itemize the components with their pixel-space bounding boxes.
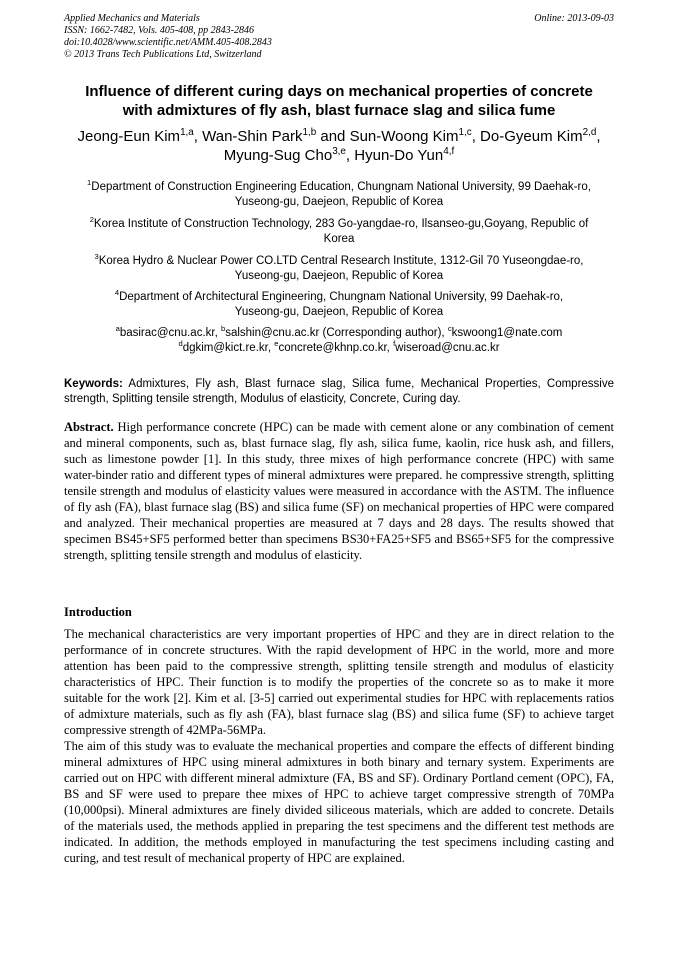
journal-issn: ISSN: 1662-7482, Vols. 405-408, pp 2843-2846 [64,25,254,36]
email-line [64,326,614,341]
author-name: Sun-Woong Kim [349,128,459,145]
abstract-label: Abstract. [64,420,114,434]
author-name: Hyun-Do Yun [354,147,444,164]
affiliation-line [64,180,614,195]
author-name: Myung-Sug Cho [223,147,333,164]
affiliation-text: Korea Institute of Construction Technology, 283 Go-yangdae-ro, Ilsanseo-gu,Goyang, Republic of [93,218,589,230]
abstract-text: High performance concrete (HPC) can be made with cement alone or any combination of cement and mineral components, such as, blast furnace slag, fly ash, silica fume, kaolin, rice husk ash, and fillers, such as limestone powder [1]. In this study, three mixes of high performance concrete (HPC) with same water-binder ratio and different types of mineral admixtures were prepared. he compressive strength, splitting tensile strength and modulus of elasticity values were measured in accordance with the ASTM. The influence of fly ash (FA), blast furnace slag (BS) and silica fume (SF) on mechanical properties of HPC were compared and analyzed. Their mechanical properties are measured at 7 days and 28 days. The results showed that specimen BS45+SF5 performed better than specimens BS30+FA25+SF5 and BS65+SF5 for the compressive strength, splitting tensile strength and modulus of elasticity. [64,420,614,562]
affiliation-line: Yuseong-gu, Daejeon, Republic of Korea [234,196,444,208]
affiliation-line: Yuseong-gu, Daejeon, Republic of Korea [234,306,444,318]
email-text: dgkim@kict.re.kr, [182,342,275,354]
title-line: Influence of different curing days on mechanical properties of concrete [85,83,593,100]
affiliation-number: 3 [94,252,99,262]
author-affil-mark: 1,a [180,127,194,138]
affiliation-text: Department of Architectural Engineering, Chungnam National University, 99 Daehak-ro, [119,291,564,303]
online-date: Online: 2013-09-03 [534,13,614,24]
author-name: Do-Gyeum Kim [480,128,583,145]
abstract [64,419,614,563]
author-affil-mark: 4,f [443,146,455,157]
email-text: wiseroad@cnu.ac.kr [395,342,500,354]
email-mark: b [220,324,226,334]
keywords-label: Keywords: [64,378,123,390]
author-line [64,127,614,146]
affiliation-line: Korea [323,233,355,245]
email-mark: d [178,339,183,349]
author-list [64,127,614,165]
author-affil-mark: 3,e [332,146,346,157]
keywords-text: Admixtures, Fly ash, Blast furnace slag, Silica fume, Mechanical Properties, Compressive strength, Splitting tensile strength, Modulus of elasticity, Concrete, Curing day. [64,378,614,405]
affiliation-line [64,254,614,269]
affiliation [64,290,614,320]
affiliation [64,180,614,210]
email-mark: e [274,339,279,349]
author-name: Jeong-Eun Kim [77,128,181,145]
affiliation-text: Department of Construction Engineering Education, Chungnam National University, 99 Daehak-ro, [91,181,591,193]
intro-paragraph: The mechanical characteristics are very important properties of HPC and they are in direct relation to the performance of in concrete structures. With the rapid development of HPC in the world, more and more attention has been paid to the compressive strength, splitting tensile strength and modulus of elasticity characteristics of HPC. Their function is to modify the properties of the concrete so as to make it more suitable for the work [2]. Kim et al. [3-5] carried out experimental studies for HPC with replacements ratios of admixture materials, such as fly ash (FA), blast furnace slag (BS) and silica fume (SF) to achieve target compressive strength of 42MPa-56MPa. [64,627,614,737]
email-mark: a [115,324,120,334]
email-text: salshin@cnu.ac.kr (Corresponding author), [225,327,448,339]
author-separator: , [193,128,203,145]
affiliation-number: 4 [114,288,120,298]
email-text: concrete@khnp.co.kr, [278,342,394,354]
author-affil-mark: 1,c [458,127,472,138]
email-line [64,341,614,356]
title-line: with admixtures of fly ash, blast furnace slag and silica fume [122,102,556,119]
author-affil-mark: 1,b [302,127,317,138]
author-separator: , [471,128,481,145]
journal-copyright: © 2013 Trans Tech Publications Ltd, Switzerland [64,49,262,60]
affiliation-text: Korea Hydro & Nuclear Power CO.LTD Central Research Institute, 1312-Gil 70 Yuseongdae-ro, [98,255,584,267]
author-affil-mark: 2,d [582,127,597,138]
paper-title [64,82,614,120]
email-mark: c [447,324,452,334]
affiliation-number: 1 [87,178,92,188]
affiliation [64,254,614,284]
email-list [64,326,614,356]
email-text: kswoong1@nate.com [451,327,563,339]
intro-paragraph: The aim of this study was to evaluate the mechanical properties and compare the effects of different binding mineral admixtures of HPC using mineral admixtures in both binary and ternary system. Experiments are carried out on HPC with different mineral admixture (FA, BS and SF). Ordinary Portland cement (OPC), FA, BS and SF were used to prepare thee mixes of HPC to achieve target compressive strength of 70MPa (10,000psi). Mineral admixtures are finely divided siliceous materials, which are added to concrete. Details of the materials used, the methods applied in preparing the test specimens and the different test methods are indicated. In addition, the methods employed in manufacturing the test specimens including casting and curing, and test result of mechanical property of HPC are explained. [64,739,614,865]
author-separator: , [345,147,355,164]
journal-name: Applied Mechanics and Materials [64,13,200,24]
affiliation [64,217,614,247]
affiliation-line [64,217,614,232]
section-heading: Introduction [64,605,132,619]
author-separator: , [596,128,601,145]
email-mark: f [393,339,396,349]
email-text: basirac@cnu.ac.kr, [119,327,221,339]
affiliation-line [64,290,614,305]
author-line [64,146,614,165]
affiliation-number: 2 [89,215,94,225]
journal-header [64,13,272,61]
journal-doi: doi:10.4028/www.scientific.net/AMM.405-408.2843 [64,37,272,48]
author-name: Wan-Shin Park [202,128,303,145]
keywords [64,377,614,407]
affiliation-line: Yuseong-gu, Daejeon, Republic of Korea [234,270,444,282]
author-separator: and [316,128,350,145]
